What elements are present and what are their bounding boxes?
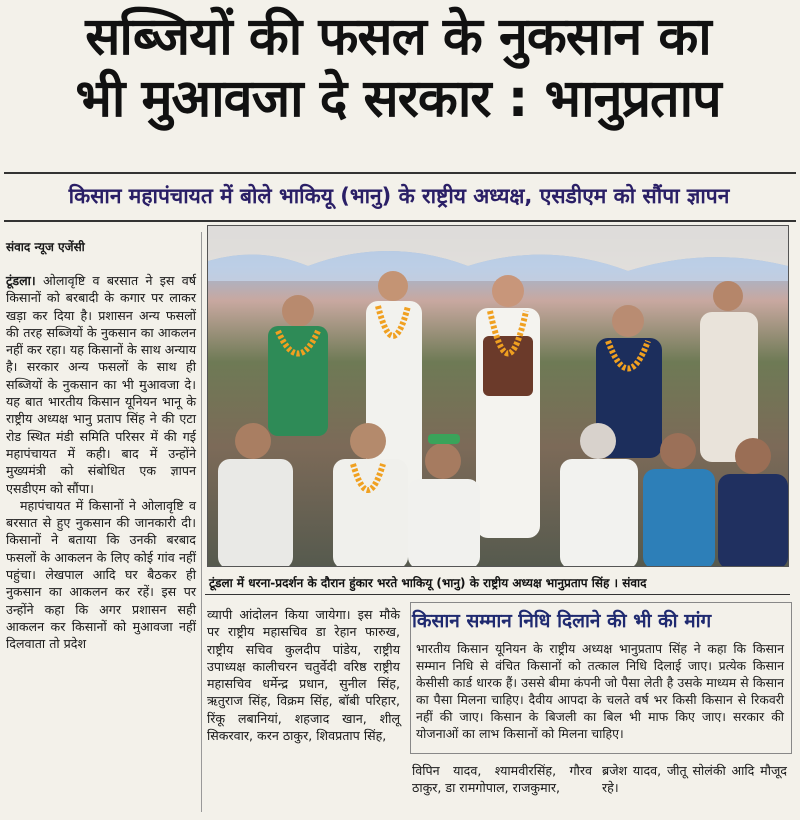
news-photo	[207, 225, 789, 567]
divider-top	[4, 172, 796, 174]
divider-caption	[205, 594, 790, 595]
article-column-3: विपिन यादव, श्यामवीरसिंह, गौरव ठाकुर, डा रामगोपाल, राजकुमार,	[412, 763, 592, 796]
article-para-2: महापंचायत में किसानों ने ओलावृष्टि व बरसात से हुए नुकसान की जानकारी दी। किसानों ने बताया कि उनकी बरबाद फसलों के आकलन के लिए कोई गांव नहीं पहुंचा। लेखपाल आदि घर बैठकर ही नुकसान का आकलन कर रहें। इस पर उन्होंने कहा कि अगर प्रशासन सही आकलन कर किसानों को मुआवजा नहीं दिलवाता तो प्रदेश	[6, 497, 196, 652]
article-column-4: ब्रजेश यादव, जीतू सोलंकी आदि मौजूद रहे।	[602, 763, 787, 796]
sidebox-title: किसान सम्मान निधि दिलाने की भी की मांग	[412, 610, 712, 632]
column-divider	[201, 232, 202, 812]
headline-line-1: सब्जियों की फसल के नुकसान का	[85, 7, 711, 67]
photo-caption: टूंडला में धरना-प्रदर्शन के दौरान हुंकार भरते भाकियू (भानु) के राष्ट्रीय अध्यक्ष भानुप्रताप सिंह । संवाद	[209, 576, 647, 590]
article-column-1	[6, 272, 196, 653]
subheadline: किसान महापंचायत में बोले भाकियू (भानु) के राष्ट्रीय अध्यक्ष, एसडीएम को सौंपा ज्ञापन	[68, 184, 730, 208]
article-column-2: व्यापी आंदोलन किया जायेगा। इस मौके पर राष्ट्रीय महासचिव डा रेहान फारुख, राष्ट्रीय सचिव कुलदीप पांडेय, राष्ट्रीय उपाध्यक्ष कालीचरन चतुर्वेदी वरिष्ठ राष्ट्रीय महासचिव धर्मेन्द्र प्रधान, सुनील सिंह, ऋतुराज सिंह, विक्रम सिंह, बॉबी परिहार, रिंकू लबानियां, शहजाद खान, शीलू सिकरवार, करन ठाकुर, शिवप्रताप सिंह,	[207, 607, 400, 744]
article-para-1: ओलावृष्टि व बरसात ने इस वर्ष किसानों को बरबादी के कगार पर लाकर खड़ा कर दिया है। प्रशासन अन्य फसलों की तरह सब्जियों के नुकसान का आकलन नहीं कर रहा। यह किसानों के साथ अन्याय है। सरकार अन्य फसलों के साथ ही सब्जियों के नुकसान का भी मुआवजा दे। यह बात भारतीय किसान यूनियन भानू के राष्ट्रीय अध्यक्ष भानु प्रताप सिंह ने की एटा रोड स्थित मंडी समिति परिसर में की गई महापंचायत में कही। बाद में उन्होंने मुख्यमंत्री को संबोधित एक ज्ञापन एसडीएम को सौंपा।	[6, 273, 196, 496]
divider-subhead	[4, 220, 796, 222]
photo-illustration	[208, 226, 788, 566]
headline-line-2: भी मुआवजा दे सरकार : भानुप्रताप	[75, 69, 721, 129]
byline: संवाद न्यूज एजेंसी	[6, 240, 85, 254]
dateline: टूंडला।	[6, 273, 36, 288]
sidebox-body: भारतीय किसान यूनियन के राष्ट्रीय अध्यक्ष भानुप्रताप सिंह ने कहा कि किसान सम्मान निधि से वंचित किसानों को तत्काल निधि दिलाई जाए। प्रत्येक किसान केसीसी कार्ड धारक हैं। उससे बीमा कंपनी जो पैसा लेती है उसके माध्यम से किसान का पैसा मिलना चाहिए। दैवीय आपदा के चलते वर्ष भर किसी किसान से रिकवरी नहीं की जाए। किसान के बिजली का बिल भी माफ किए जाए। सरकार की योजनाओं का लाभ किसानों को मिलना चाहिए।	[416, 641, 784, 741]
headline	[8, 6, 788, 130]
